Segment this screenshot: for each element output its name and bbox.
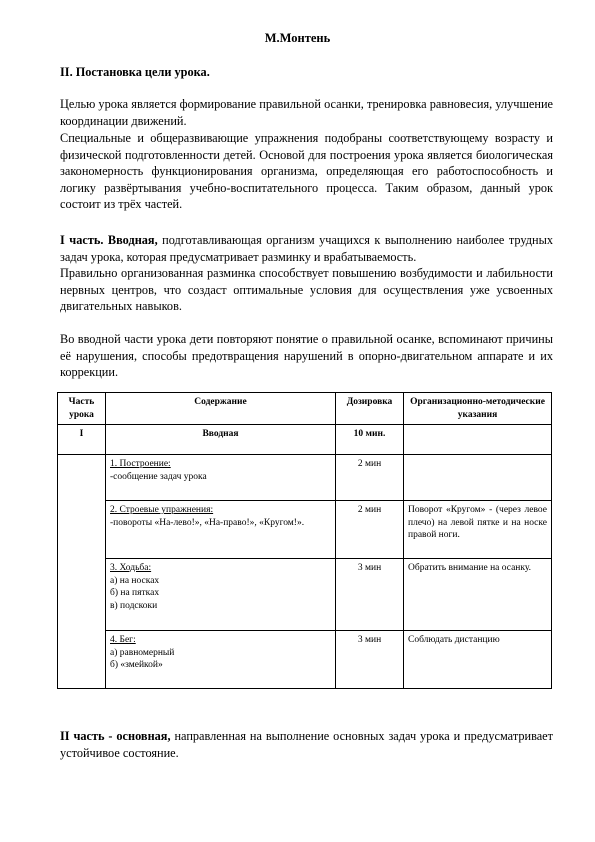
row-content: [106, 501, 336, 559]
row-title: 3. Ходьба:: [110, 563, 152, 573]
header-dose: Дозировка: [336, 393, 404, 425]
row-content: [106, 631, 336, 689]
row-line: б) «змейкой»: [110, 660, 163, 670]
row-notes: Обратить внимание на осанку.: [404, 559, 552, 631]
exercises-paragraph: Специальные и общеразвивающие упражнения подобраны соответствующему возрасту и физической подготовленности детей. Основой для построения урока является биологическая закономерность функционирования организма, определяющая его работоспособность и логику развёртывания учебно-воспитательного процесса. Таким образом, данный урок состоит из трёх частей.: [60, 131, 553, 211]
row-line: а) равномерный: [110, 647, 175, 658]
row-content: [106, 455, 336, 501]
section-part: I: [58, 425, 106, 455]
part2-description: направленная на выполнение основных задач урока и предусматривает устойчивое состояние.: [60, 729, 554, 760]
row-dose: 3 мин: [336, 559, 404, 631]
row-notes: [404, 455, 552, 501]
part1-heading: I часть. Вводная,: [60, 233, 158, 247]
intro-paragraph: Во вводной части урока дети повторяют понятие о правильной осанке, вспоминают причины её нарушения, способы предотвращения нарушений в опорно-двигательном аппарате и их коррекции.: [60, 332, 553, 379]
table-row: [58, 631, 552, 689]
row-content: [106, 559, 336, 631]
row-line: -сообщение задач урока: [110, 471, 207, 482]
row-title: 4. Бег:: [110, 635, 136, 645]
section-notes: [404, 425, 552, 455]
lesson-table: [57, 392, 552, 689]
part2-heading: II часть - основная,: [60, 729, 171, 743]
table-row: [58, 559, 552, 631]
goal-heading: II. Постановка цели урока.: [60, 65, 210, 79]
part2-paragraph: [60, 728, 553, 761]
row-title: 1. Построение:: [110, 459, 171, 469]
header-part: Часть урока: [58, 393, 106, 425]
row-line: -повороты «На-лево!», «На-право!», «Кругом!».: [110, 517, 305, 528]
table-row: [58, 501, 552, 559]
row-dose: 2 мин: [336, 501, 404, 559]
row-line: б) на пятках: [110, 588, 160, 598]
section-dose: 10 мин.: [336, 425, 404, 455]
row-dose: 2 мин: [336, 455, 404, 501]
table-section-row: [58, 425, 552, 455]
epigraph-author: М.Монтень: [264, 31, 331, 45]
goal-paragraph: Целью урока является формирование правильной осанки, тренировка равновесия, улучшение координации движений.: [60, 97, 553, 128]
row-dose: 3 мин: [336, 631, 404, 689]
table-header-row: [58, 393, 552, 425]
header-content: Содержание: [106, 393, 336, 425]
row-line: в) подскоки: [110, 600, 158, 611]
part1-paragraph: [60, 232, 553, 265]
table-row: [58, 455, 552, 501]
part1-description: подготавливающая организм учащихся к выполнению наиболее трудных задач урока, которая предусматривает разминку и врабатываемость.: [60, 233, 554, 264]
section-content: Вводная: [106, 425, 336, 455]
row-title: 2. Строевые упражнения:: [110, 505, 214, 515]
row-notes: Соблюдать дистанцию: [404, 631, 552, 689]
row-notes: Поворот «Кругом» - (через левое плечо) на левой пятке и на носке правой ноги.: [404, 501, 552, 559]
part-cell-empty: [58, 455, 106, 689]
row-line: а) на носках: [110, 575, 160, 586]
header-notes: Организационно-методические указания: [404, 393, 552, 425]
warmup-paragraph: Правильно организованная разминка способствует повышению возбудимости и лабильности нервных центров, что создаст оптимальные условия для осуществления уже усвоенных двигательных навыков.: [60, 266, 553, 313]
